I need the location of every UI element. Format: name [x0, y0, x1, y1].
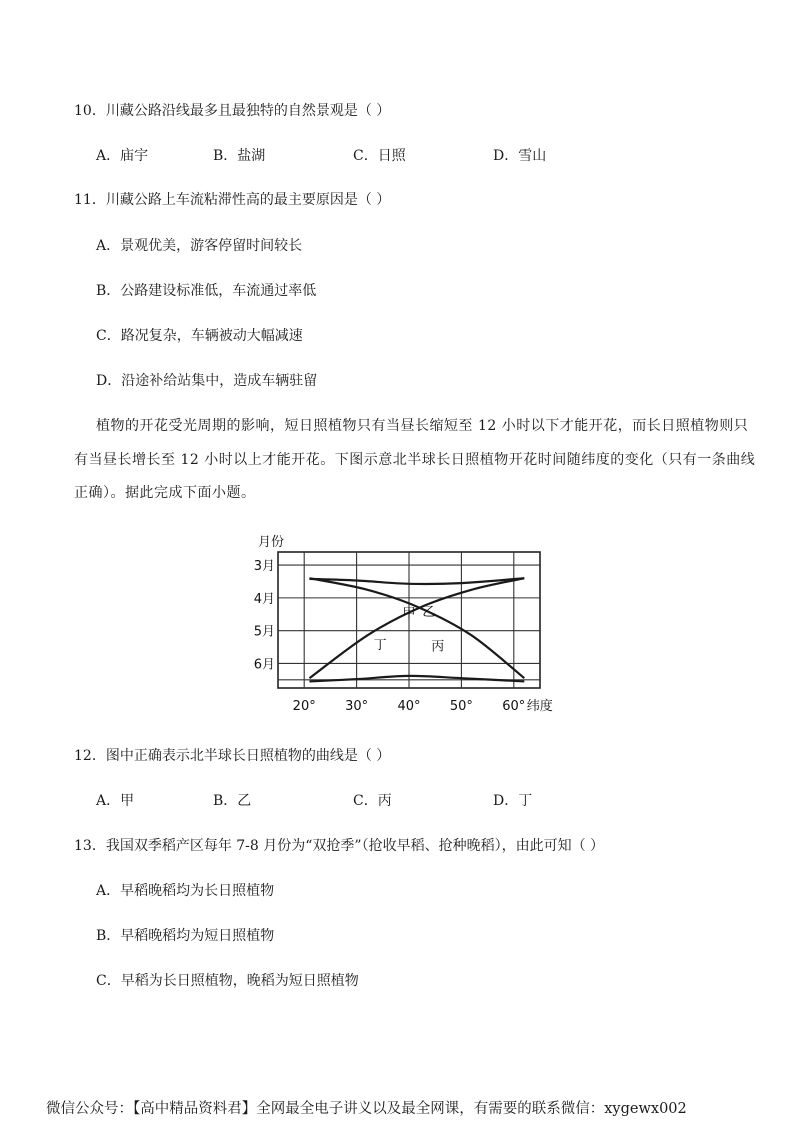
curve-label: 乙: [422, 604, 436, 620]
option-b[interactable]: B．盐湖: [213, 148, 266, 164]
option-c[interactable]: C．丙: [353, 793, 392, 809]
series-curve-3: [309, 676, 524, 682]
passage-line-2: 有当昼长增长至 12 小时以上才能开花。下图示意北半球长日照植物开花时间随纬度的变化（只有一条曲线: [74, 452, 756, 468]
x-tick-label: 60°: [502, 699, 526, 714]
option-b[interactable]: B．乙: [213, 793, 252, 809]
latitude-flowering-chart: [250, 533, 555, 723]
x-axis-title: 纬度: [526, 699, 553, 714]
footer-note: 微信公众号：【高中精品资料君】全网最全电子讲义以及最全网课，有需要的联系微信：xygewx002: [46, 1101, 687, 1117]
option-b[interactable]: B．公路建设标准低，车流通过率低: [96, 283, 317, 299]
curve-label: 丙: [431, 639, 445, 655]
option-a[interactable]: A．景观优美，游客停留时间较长: [96, 238, 303, 254]
y-tick-label: 6月: [253, 657, 275, 673]
question-12-stem: 12．图中正确表示北半球长日照植物的曲线是（ ）: [74, 748, 391, 764]
passage-line-1: 植物的开花受光周期的影响，短日照植物只有当昼长缩短至 12 小时以下才能开花，而长日照植物则只: [96, 418, 749, 434]
question-12-options: [0, 791, 800, 811]
passage-line-3: 正确）。据此完成下面小题。: [74, 485, 256, 501]
option-b[interactable]: B．早稻晚稻均为短日照植物: [96, 928, 275, 944]
curve-label: 丁: [373, 637, 387, 653]
question-11-stem: 11．川藏公路上车流粘滞性高的最主要原因是（ ）: [74, 192, 391, 208]
x-tick-label: 50°: [449, 699, 473, 714]
x-tick-label: 30°: [345, 699, 369, 714]
x-tick-label: 20°: [292, 699, 316, 714]
y-axis-title: 月份: [258, 535, 285, 550]
question-10-options: [0, 146, 800, 166]
question-13-stem: 13．我国双季稻产区每年 7-8 月份为“双抢季”（抢收早稻、抢种晚稻），由此可知（ ）: [74, 838, 605, 854]
chart-svg: [250, 533, 555, 723]
option-a[interactable]: A．庙宇: [96, 148, 149, 164]
option-d[interactable]: D．雪山: [493, 148, 547, 164]
y-tick-label: 5月: [253, 624, 275, 640]
x-tick-label: 40°: [397, 699, 421, 714]
curve-label: 甲: [402, 606, 416, 622]
option-d[interactable]: D．沿途补给站集中，造成车辆驻留: [96, 373, 318, 389]
option-c[interactable]: C．路况复杂，车辆被动大幅减速: [96, 328, 303, 344]
question-10-stem: 10．川藏公路沿线最多且最独特的自然景观是（ ）: [74, 103, 391, 119]
option-c[interactable]: C．日照: [353, 148, 406, 164]
option-d[interactable]: D．丁: [493, 793, 533, 809]
y-tick-label: 3月: [253, 559, 275, 575]
option-c[interactable]: C．早稻为长日照植物，晚稻为短日照植物: [96, 973, 359, 989]
y-tick-label: 4月: [253, 591, 275, 607]
option-a[interactable]: A．早稻晚稻均为长日照植物: [96, 883, 275, 899]
option-a[interactable]: A．甲: [96, 793, 135, 809]
